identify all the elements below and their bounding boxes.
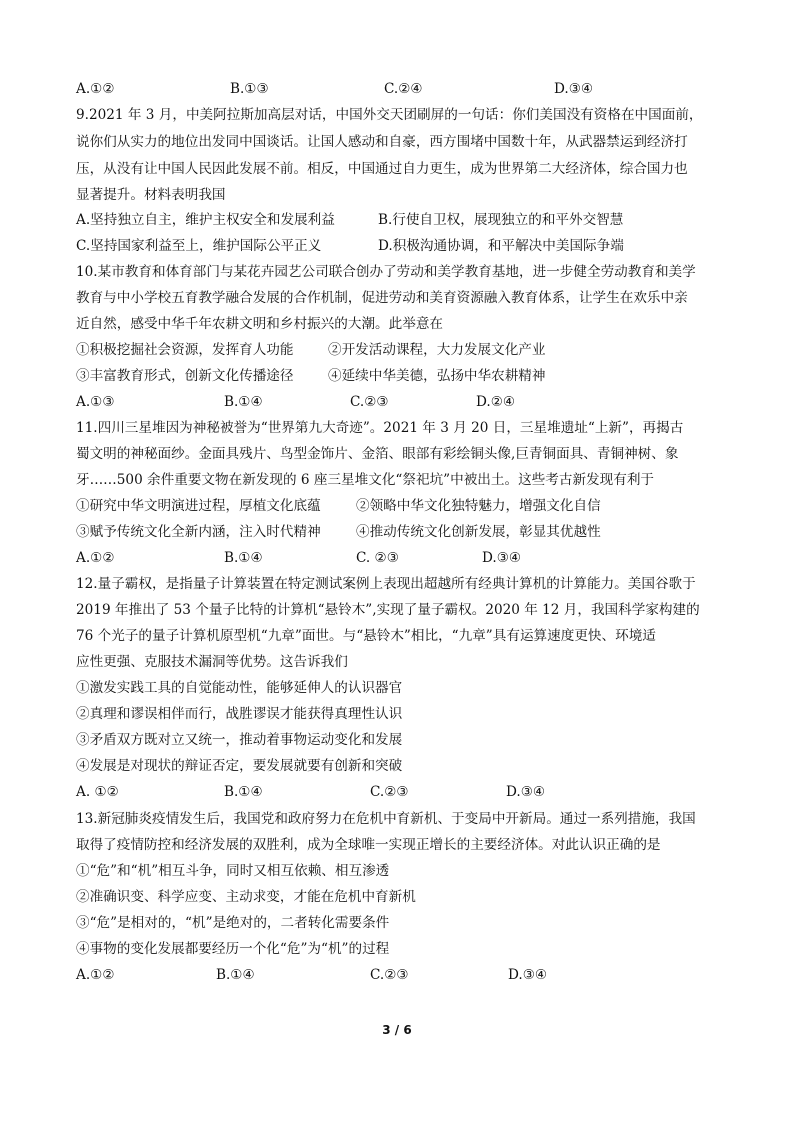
q11-stem-line: 蜀文明的神秘面纱。金面具残片、鸟型金饰片、金箔、眼部有彩绘铜头像,巨青铜面具、青铜神树、象 [76,446,679,462]
q13-item-4: ④事物的变化发展都要经历一个化“危”为“机”的过程 [76,941,390,957]
q12-item-3: ③矛盾双方既对立又统一，推动着事物运动变化和发展 [76,732,403,748]
q13-option-d: D.③④ [508,967,548,983]
q10-stem-line: 教育与中小学校五育教学融合发展的合作机制，促进劳动和美育资源融入教育体系，让学生在欢乐中亲 [76,290,688,306]
q10-option-c: C.②③ [350,394,389,410]
q9-option-a: A.坚持独立自主，维护主权安全和发展利益 [76,212,335,228]
q10-stem-line: 近自然，感受中华千年农耕文明和乡村振兴的大潮。此举意在 [76,316,444,332]
q12-stem-line: 2019 年推出了 53 个量子比特的计算机“悬铃木”,实现了量子霸权。2020 年 12 月，我国科学家构建的 [76,602,700,618]
q11-option-b: B.①④ [224,550,263,566]
q10-item-3: ③丰富教育形式，创新文化传播途径 [76,368,294,384]
q11-option-c: C. ②③ [356,550,399,566]
q12-item-4: ④发展是对现状的辩证否定，要发展就要有创新和突破 [76,758,403,774]
q10-option-d: D.②④ [476,394,516,410]
q12-stem-line: 应性更强、克服技术漏洞等优势。这告诉我们 [76,654,348,670]
q9-stem-line: 9.2021 年 3 月，中美阿拉斯加高层对话，中国外交天团刷屏的一句话：你们美国没有资格在中国面前， [76,107,703,123]
q12-item-2: ②真理和谬误相伴而行，战胜谬误才能获得真理性认识 [76,706,403,722]
q13-stem-line: 13.新冠肺炎疫情发生后，我国党和政府努力在危机中育新机、于变局中开新局。通过一系列措施，我国 [76,811,696,827]
q11-stem-line: 牙……500 余件重要文物在新发现的 6 座三星堆文化“祭祀坑”中被出土。这些考古新发现有利于 [76,472,655,488]
q9-option-c: C.坚持国家利益至上，维护国际公平正义 [76,238,322,254]
q8-option-b: B.①③ [230,81,269,97]
q11-item-3: ③赋予传统文化全新内涵，注入时代精神 [76,524,321,540]
q11-stem-line: 11.四川三星堆因为神秘被誉为“世界第九大奇迹”。2021 年 3 月 20 日，三星堆遗址“上新”，再揭古 [76,420,684,436]
q8-option-d: D.③④ [554,81,594,97]
q13-option-c: C.②③ [370,967,409,983]
q12-stem-line: 76 个光子的量子计算机原型机“九章”面世。与“悬铃木”相比，“九章”具有运算速度更快、环境适 [76,628,656,644]
q8-option-c: C.②④ [384,81,423,97]
q11-option-a: A.①② [76,550,115,566]
q8-option-a: A.①② [76,81,115,97]
q9-stem-line: 压，从没有让中国人民因此发展不前。相反，中国通过自力更生，成为世界第二大经济体，综合国力也 [76,161,688,177]
q11-item-2: ②领略中华文化独特魅力，增强文化自信 [356,498,601,514]
q12-item-1: ①激发实践工具的自觉能动性，能够延伸人的认识器官 [76,680,403,696]
q12-option-c: C.②③ [370,784,409,800]
q13-item-1: ①“危”和“机”相互斗争，同时又相互依赖、相互渗透 [76,863,390,879]
q12-option-b: B.①④ [224,784,263,800]
q11-item-1: ①研究中华文明演进过程，厚植文化底蕴 [76,498,321,514]
q9-option-b: B.行使自卫权，展现独立的和平外交智慧 [378,212,624,228]
page-number: 3 / 6 [382,1023,412,1037]
q12-option-a: A. ①② [76,784,119,800]
q9-option-d: D.积极沟通协调，和平解决中美国际争端 [378,238,624,254]
q10-option-a: A.①③ [76,394,115,410]
q10-item-2: ②开发活动课程，大力发展文化产业 [328,342,546,358]
q9-stem-line: 显著提升。材料表明我国 [76,187,226,203]
q10-option-b: B.①④ [224,394,263,410]
q12-option-d: D.③④ [506,784,546,800]
q9-stem-line: 说你们从实力的地位出发同中国谈话。让国人感动和自豪，西方围堵中国数十年，从武器禁运到经济打 [76,134,688,150]
q13-item-2: ②准确识变、科学应变、主动求变，才能在危机中育新机 [76,889,416,905]
q11-item-4: ④推动传统文化创新发展，彰显其优越性 [356,524,601,540]
q10-item-1: ①积极挖掘社会资源，发挥育人功能 [76,342,294,358]
q11-option-d: D.③④ [482,550,522,566]
q13-option-b: B.①④ [216,967,255,983]
q13-item-3: ③“危”是相对的，“机”是绝对的，二者转化需要条件 [76,915,390,931]
q10-stem-line: 10.某市教育和体育部门与某花卉园艺公司联合创办了劳动和美学教育基地，进一步健全劳动教育和美学 [76,264,696,280]
q12-stem-line: 12.量子霸权，是指量子计算装置在特定测试案例上表现出超越所有经典计算机的计算能力。美国谷歌于 [76,576,696,592]
q13-stem-line: 取得了疫情防控和经济发展的双胜利，成为全球唯一实现正增长的主要经济体。对此认识正确的是 [76,837,661,853]
q13-option-a: A.①② [76,967,115,983]
q10-item-4: ④延续中华美德，弘扬中华农耕精神 [328,368,546,384]
